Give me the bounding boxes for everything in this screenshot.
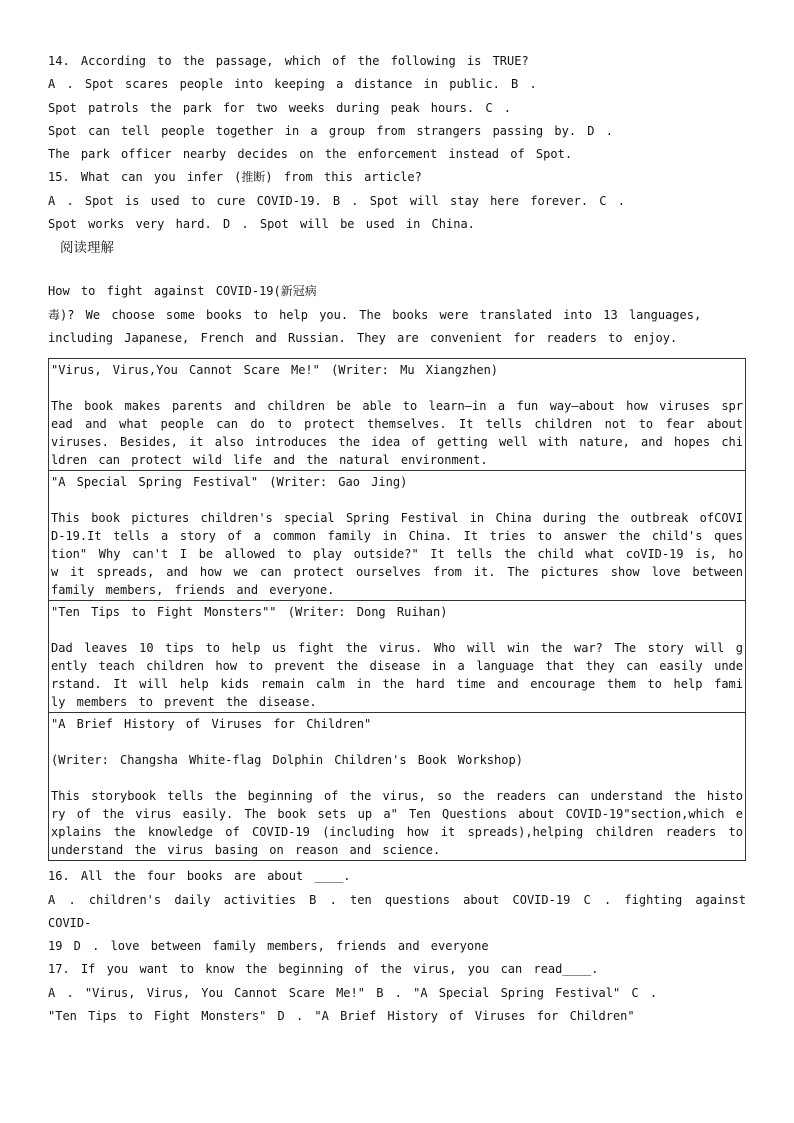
books-table — [48, 358, 755, 861]
book-title: "Ten Tips to Fight Monsters"" (Writer: Dong Ruihan) — [51, 605, 448, 620]
book-description: The book makes parents and children be able to learn—in a fun way—about how viruses spread and what people can do to protect themselves. It tells children not to fear about viruses. Besides, it also introduces the idea of getting well with nature, and hopes children can protect wild life and the natural environment. — [51, 399, 755, 468]
book-title: "A Brief History of Viruses for Children" — [51, 717, 372, 732]
book-title: "Virus, Virus,You Cannot Scare Me!" (Writer: Mu Xiangzhen) — [51, 363, 499, 378]
question-16-option-line: A . children's daily activities B . ten questions about COVID-19 C . fighting against COVID- — [48, 892, 758, 930]
book-cell — [49, 359, 755, 471]
question-16-option-line: 19 D . love between family members, friends and everyone — [48, 939, 489, 954]
question-16-17-block — [48, 865, 758, 1028]
book-description: Dad leaves 10 tips to help us fight the virus. Who will win the war? The story will gently teach children how to prevent the disease in a language that they can easily understand. It will help kids remain calm in the hard time and encourage them to help family members to prevent the disease. — [51, 641, 743, 710]
question-14-stem: 14. According to the passage, which of the following is TRUE? — [48, 54, 529, 68]
book-cell — [49, 601, 746, 713]
document-page — [48, 50, 758, 1028]
reading-intro — [48, 280, 746, 350]
book-description: This book pictures children's special Spring Festival in China during the outbreak ofCOVID-19.It tells a story of a common family in China. It tries to answer the child's question" Why can't I be allowed to play outside?" It tells the child what coVID-19 is, how it spreads, and how we can protect ourselves from it. The pictures show love between family members, friends and everyone. — [51, 511, 755, 598]
book-row — [49, 601, 746, 713]
book-row — [49, 713, 746, 861]
book-writer: (Writer: Changsha White-flag Dolphin Children's Book Workshop) — [51, 753, 523, 768]
question-16-stem: 16. All the four books are about ____. — [48, 869, 351, 884]
intro-line: 毒)? We choose some books to help you. The books were translated into 13 languages, — [48, 307, 702, 322]
question-14-option-line: A . Spot scares people into keeping a distance in public. B . — [48, 77, 537, 92]
question-17-stem: 17. If you want to know the beginning of the virus, you can read____. — [48, 962, 599, 977]
section-title: 阅读理解 — [60, 240, 114, 257]
question-14-15-block — [48, 50, 746, 236]
intro-line: How to fight against COVID-19(新冠病 — [48, 284, 317, 299]
book-description: This storybook tells the beginning of the virus, so the readers can understand the history of the virus easily. The book sets up a" Ten Questions about COVID-19"section,which explains the knowledge of COVID-19 (including how it spreads),helping children readers to understand the virus basing on reason and science. — [51, 789, 755, 858]
question-14-option-line: The park officer nearby decides on the enforcement instead of Spot. — [48, 147, 573, 162]
book-row — [49, 359, 746, 471]
book-title: "A Special Spring Festival" (Writer: Gao Jing) — [51, 475, 408, 490]
book-cell — [49, 713, 755, 861]
question-17-option-line: A . "Virus, Virus, You Cannot Scare Me!" B . "A Special Spring Festival" C . — [48, 985, 658, 1000]
book-cell — [49, 471, 755, 601]
question-17-option-line: "Ten Tips to Fight Monsters" D . "A Brief History of Viruses for Children" — [48, 1009, 635, 1024]
question-14-option-line: Spot can tell people together in a group from strangers passing by. D . — [48, 123, 613, 138]
intro-line: including Japanese, French and Russian. They are convenient for readers to enjoy. — [48, 330, 678, 345]
question-15-option-line: A . Spot is used to cure COVID-19. B . Spot will stay here forever. C . — [48, 193, 625, 208]
question-15-stem: 15. What can you infer (推断) from this article? — [48, 170, 422, 185]
question-14-option-line: Spot patrols the park for two weeks during peak hours. C . — [48, 100, 512, 115]
book-row — [49, 471, 746, 601]
question-15-option-line: Spot works very hard. D . Spot will be used in China. — [48, 217, 475, 232]
